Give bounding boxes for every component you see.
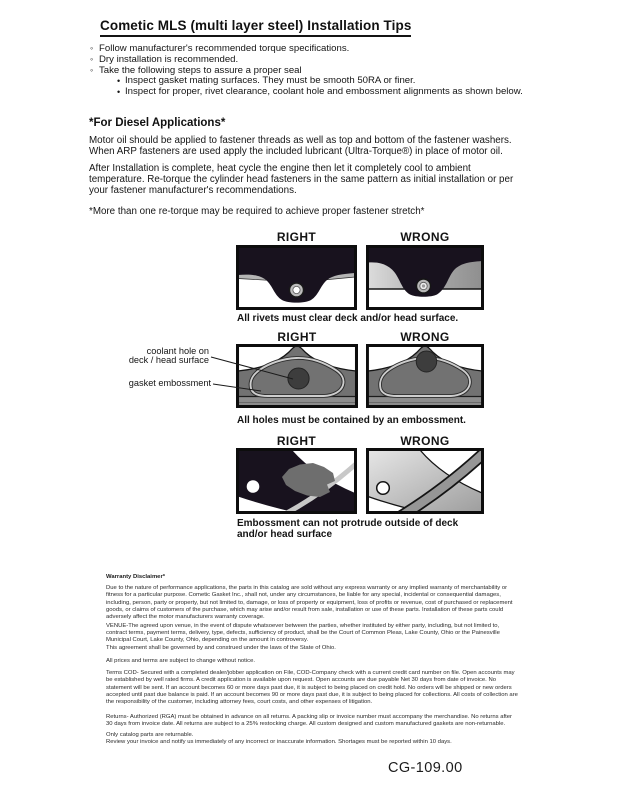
diesel-paragraph-1: Motor oil should be applied to fastener threads as well as top and bottom of the fastener washers. When ARP fasteners are used apply the included lubricant (Ultra-Torque®) in place of motor oil.	[89, 135, 512, 158]
row1-wrong-label: WRONG	[400, 230, 450, 244]
figure-rivet-right	[236, 245, 357, 310]
tip-item: ◦ Follow manufacturer's recommended torque specifications.	[90, 44, 560, 55]
catalog-page-code: CG-109.00	[388, 760, 463, 776]
diesel-paragraph-2: After Installation is complete, heat cycle the engine then let it completely cool to ambient temperature. Re-torque the cylinder head fasteners in the same pattern as initial installation or per your fastener manufacturer's recommendations.	[89, 163, 514, 197]
row3-right-label: RIGHT	[276, 434, 317, 448]
figure-embossment-right	[236, 344, 358, 408]
row2-right-label: RIGHT	[277, 330, 317, 344]
legal-section	[106, 574, 518, 754]
figure-rivet-wrong	[366, 245, 484, 310]
review-invoice-text: Review your invoice and notify us immediately of any incorrect or inaccurate information. Shortages must be reported within 10 days.	[106, 738, 452, 745]
tip-item: ◦ Take the following steps to assure a proper seal	[90, 66, 560, 77]
retorque-note: *More than one re-torque may be required to achieve proper fastener stretch*	[89, 206, 425, 217]
governing-law-text: This agreement shall be governed by and construed under the laws of the State of Ohio.	[106, 644, 336, 651]
venue-text: VENUE-The agreed upon venue, in the event of dispute whatsoever between the parties, whether instituted by either party, including, but not limited to, contract terms, payment terms, delivery, type, defects, sufficiency of product, shall be the Court of Common Pleas, Lake County, Ohio or the Painesville Municipal Court, Lake County, Ohio, depending on the amount in controversy.	[106, 622, 500, 644]
diesel-heading: *For Diesel Applications*	[89, 117, 226, 129]
tip-sub-item: • Inspect gasket mating surfaces. They must be smooth 50RA or finer.	[117, 76, 560, 87]
row2-caption: All holes must be contained by an embossment.	[237, 415, 466, 426]
warranty-disclaimer-heading: Warranty Disclaimer*	[106, 574, 166, 580]
row3-caption-line2: and/or head surface	[237, 528, 333, 540]
callout-coolant-line2: deck / head surface	[128, 354, 209, 365]
callout-gasket-embossment: gasket embossment	[128, 378, 211, 388]
row2-wrong-label: WRONG	[400, 330, 450, 344]
warranty-disclaimer-text: Due to the nature of performance applications, the parts in this catalog are sold without any express warranty or any implied warranty of merchantability or fitness for a particular purpose. Cometic Gasket Inc., shall not, under any circumstances, be liable for any special, incidental or consequential damages, including, person, party or property, but not limited to, damage, or loss of property or equipment, loss of profits or revenue, cost of purchased or replacement goods, or claims of customers of the purchase, which may arise and/or result from sale, installation or use of these parts. Installation of these parts could adversely affect the motor manufacturers warranty coverage.	[106, 585, 513, 621]
tip-item: ◦ Dry installation is recommended.	[90, 55, 560, 66]
returns-text: Returns- Authorized (RGA) must be obtained in advance on all returns. A packing slip or invoice number must accompany the merchandise. No returns after 30 days from invoice date. All returns are subject to a 25% restocking charge. All custom designed and custom manufactured gaskets are non-returnable.	[106, 713, 513, 727]
page-title: Cometic MLS (multi layer steel) Installation Tips	[100, 18, 411, 37]
figure-protrusion-wrong	[366, 448, 484, 514]
row1-caption: All rivets must clear deck and/or head surface.	[237, 313, 459, 324]
row3-caption	[237, 519, 467, 541]
row1-right-label: RIGHT	[276, 230, 317, 244]
figure-embossment-wrong	[366, 344, 484, 408]
tip-sub-item: • Inspect for proper, rivet clearance, coolant hole and embossment alignments as shown below.	[117, 87, 560, 98]
only-catalog-text: Only catalog parts are returnable.	[106, 731, 194, 738]
callout-coolant-hole	[99, 347, 209, 365]
figure-protrusion-right	[236, 448, 357, 514]
prices-notice: All prices and terms are subject to change without notice.	[106, 658, 255, 664]
tips-list	[90, 44, 560, 98]
terms-cod-text: Terms COD- Secured with a completed dealer/jobber application on File, COD-Company check with a current credit card number on file. Open accounts may be established by well rated firms. A credit application is available upon request. Open accounts are due payable Net 30 days from date of invoice. No statement will be sent. If an account becomes 60 or more days past due, it is subject to being placed on credit hold. No orders will be shipped or new orders accepted until past due balance is paid. If an account becomes 90 or more days past due, it is subject to being placed for collections. All costs of collection are the responsibility of the customer, including attorney fees, court costs, and other expenses of litigation.	[106, 670, 518, 706]
callout-coolant-line1: coolant hole on	[146, 346, 209, 356]
row3-wrong-label: WRONG	[400, 434, 450, 448]
row3-caption-line1: Embossment can not protrude outside of deck	[237, 518, 459, 529]
